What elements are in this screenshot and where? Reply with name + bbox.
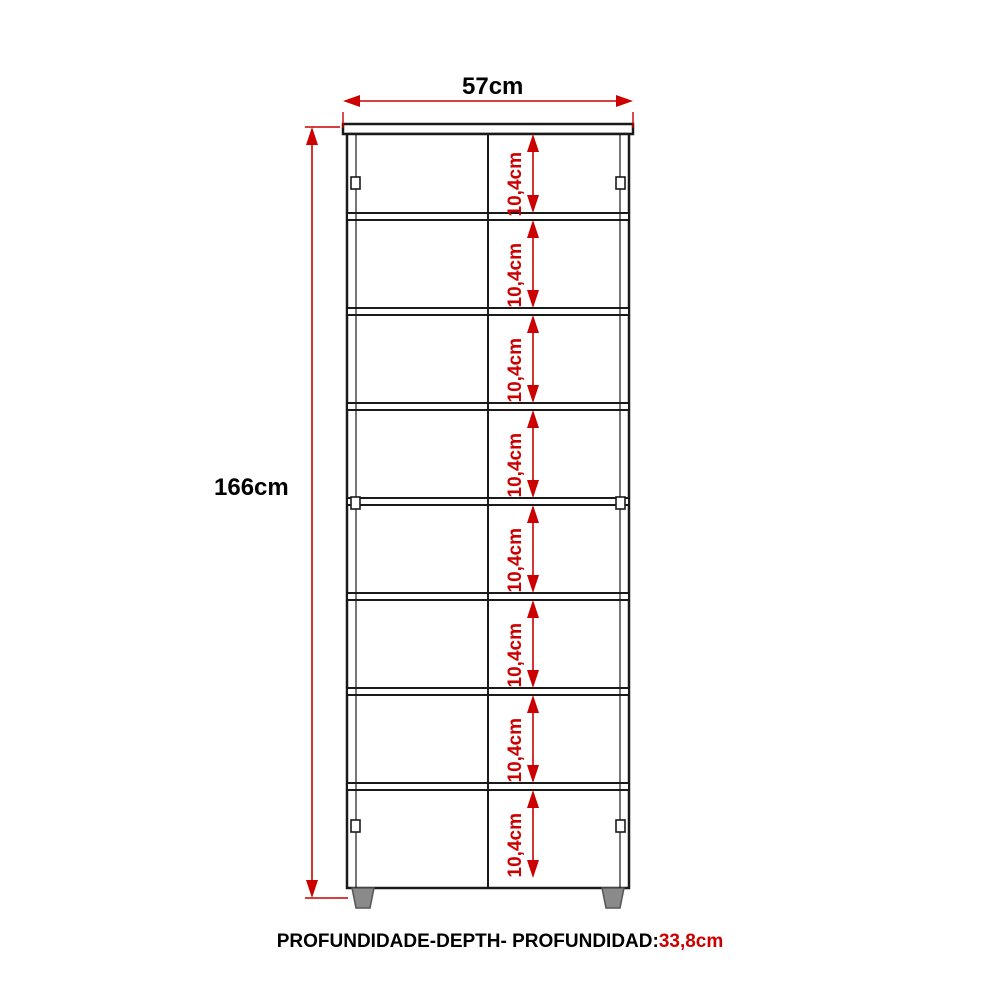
shelf-height-label-1: 10,4cm <box>505 152 526 217</box>
shelf-height-label-4: 10,4cm <box>505 433 526 498</box>
depth-value: 33,8cm <box>658 931 724 952</box>
shelf-height-label-5: 10,4cm <box>505 528 526 593</box>
shelf-height-label-2: 10,4cm <box>505 243 526 308</box>
width-dimension-label: 57cm <box>462 73 524 100</box>
height-dimension-line <box>305 127 348 898</box>
shelf-height-label-6: 10,4cm <box>505 623 526 688</box>
shelf-height-label-8: 10,4cm <box>505 813 526 878</box>
cabinet-feet <box>352 888 624 908</box>
shelf-height-label-7: 10,4cm <box>505 718 526 783</box>
shelf-height-label-3: 10,4cm <box>505 338 526 403</box>
depth-caption <box>0 931 1000 953</box>
depth-caption-text: PROFUNDIDADE-DEPTH- PROFUNDIDAD: <box>276 931 659 952</box>
height-dimension-label: 166cm <box>214 474 289 501</box>
